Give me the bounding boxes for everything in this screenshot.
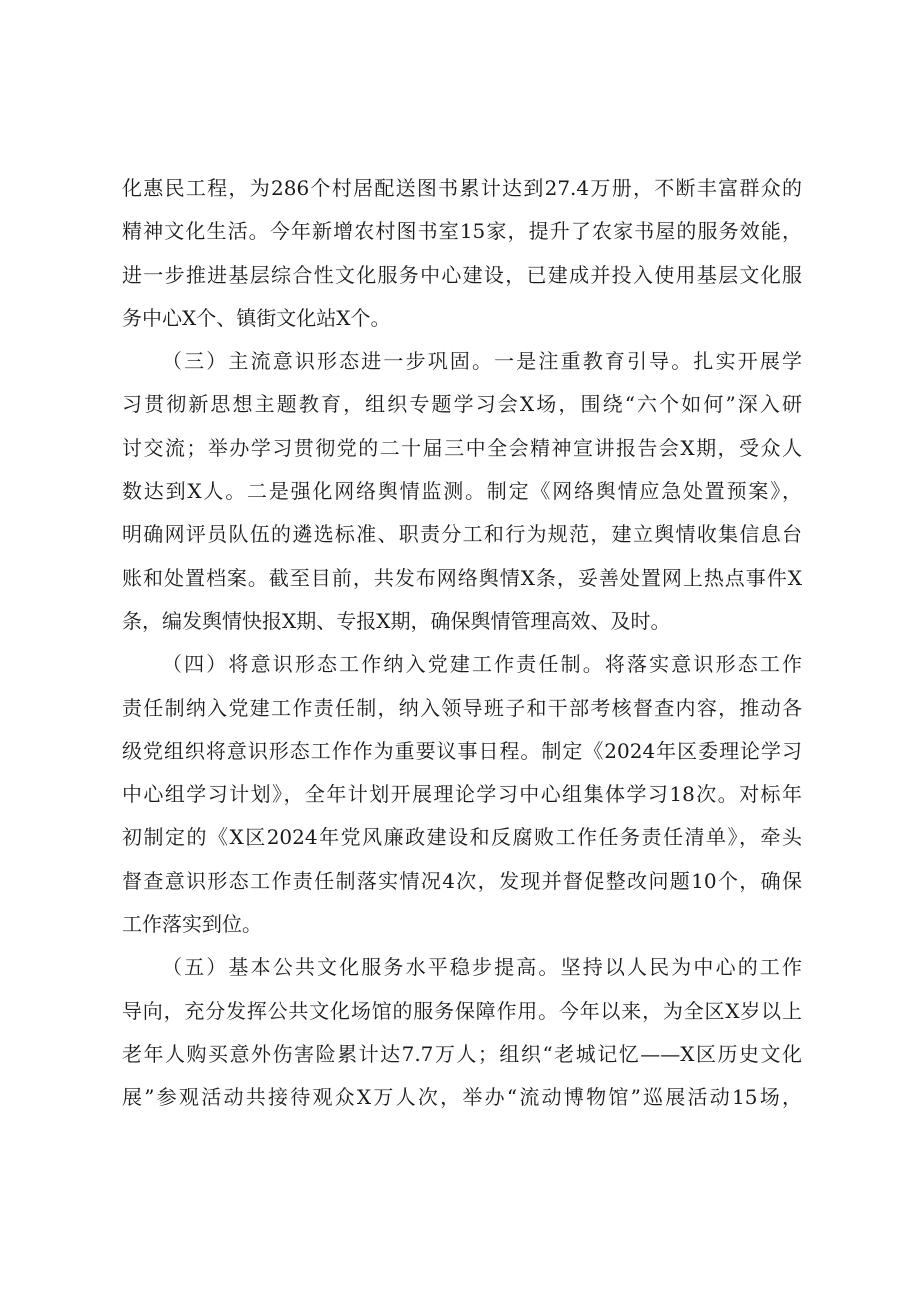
text-line: 工作落实到位。 [122, 912, 262, 937]
text-line: 账和处置档案。截至目前，共发布网络舆情X条，妥善处置网上热点事件X [122, 565, 802, 590]
text-line: 习贯彻新思想主题教育，组织专题学习会X场，围绕“六个如何”深入研 [122, 392, 802, 417]
text-line: 化惠民工程，为286个村居配送图书累计达到27.4万册，不断丰富群众的 [122, 176, 802, 200]
text-line: 展”参观活动共接待观众X万人次，举办“流动博物馆”巡展活动15场， [122, 1085, 802, 1110]
text-line: （四）将意识形态工作纳入党建工作责任制。将落实意识形态工作 [162, 652, 802, 677]
text-line: 精神文化生活。今年新增农村图书室15家，提升了农家书屋的服务效能， [122, 219, 802, 244]
text-line: （五）基本公共文化服务水平稳步提高。坚持以人民为中心的工作 [162, 955, 802, 980]
text-line: 条，编发舆情快报X期、专报X期，确保舆情管理高效、及时。 [122, 608, 671, 633]
text-line: （三）主流意识形态进一步巩固。一是注重教育引导。扎实开展学 [162, 349, 802, 374]
text-line: 级党组织将意识形态工作作为重要议事日程。制定《2024年区委理论学习 [122, 738, 802, 763]
text-line: 督查意识形态工作责任制落实情况4次，发现并督促整改问题10个，确保 [122, 868, 802, 893]
text-line: 中心组学习计划》，全年计划开展理论学习中心组集体学习18次。对标年 [122, 782, 802, 807]
text-line: 数达到X人。二是强化网络舆情监测。制定《网络舆情应急处置预案》， [122, 479, 802, 504]
paragraph-public-culture-projects [122, 167, 802, 340]
text-line: 责任制纳入党建工作责任制，纳入领导班子和干部考核督查内容，推动各 [122, 695, 802, 720]
paragraph-section-5 [122, 946, 802, 1119]
text-line: 导向，充分发挥公共文化场馆的服务保障作用。今年以来，为全区X岁以上 [122, 998, 802, 1023]
text-line: 初制定的《X区2024年党风廉政建设和反腐败工作任务责任清单》，牵头 [122, 825, 802, 850]
text-line: 务中心X个、镇街文化站X个。 [122, 305, 391, 330]
text-line: 老年人购买意外伤害险累计达7.7万人；组织“老城记忆——X区历史文化 [122, 1041, 802, 1066]
text-line: 明确网评员队伍的遴选标准、职责分工和行为规范，建立舆情收集信息台 [122, 522, 802, 547]
paragraph-section-3 [122, 340, 802, 643]
document-body [122, 167, 802, 1120]
text-line: 进一步推进基层综合性文化服务中心建设，已建成并投入使用基层文化服 [122, 262, 802, 287]
text-line: 讨交流；举办学习贯彻党的二十届三中全会精神宣讲报告会X期，受众人 [122, 435, 802, 460]
paragraph-section-4 [122, 643, 802, 946]
